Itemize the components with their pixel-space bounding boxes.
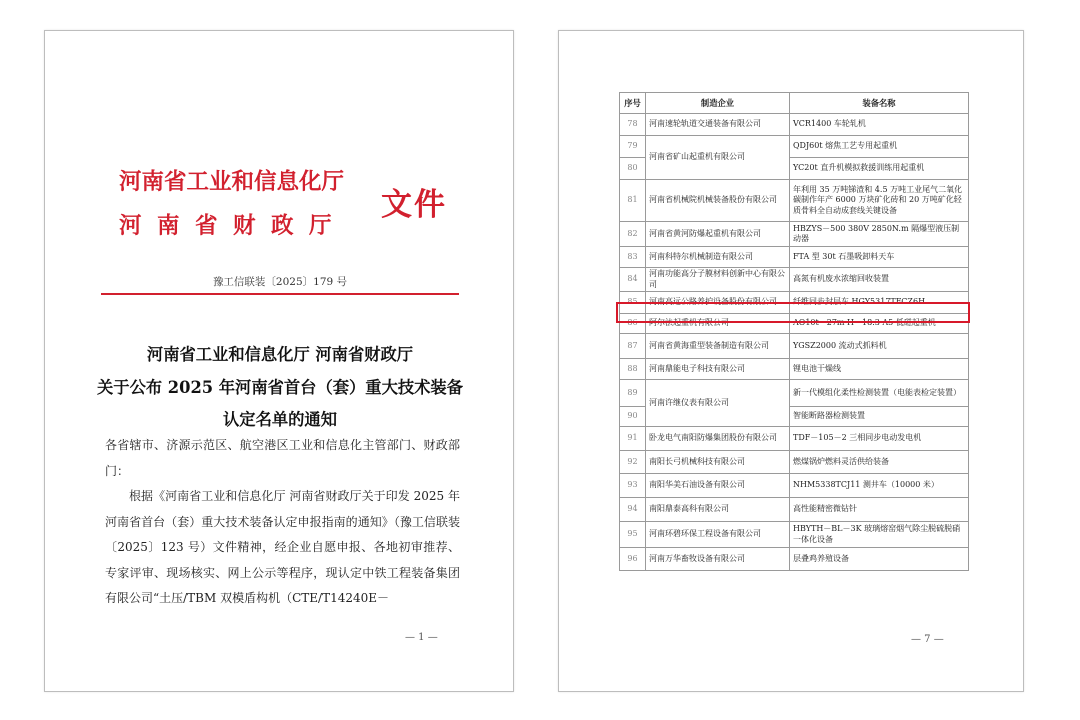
table-row xyxy=(620,451,969,474)
row-company: 河南省黄海重型装备制造有限公司 xyxy=(646,334,790,359)
header-company: 制造企业 xyxy=(646,93,790,114)
row-equipment: 高性能精密微钻针 xyxy=(790,498,969,522)
row-equipment: VCR1400 车轮轧机 xyxy=(790,114,969,136)
letterhead xyxy=(119,167,445,263)
row-equipment: NHM5338TCJ11 测井车（10000 米） xyxy=(790,474,969,498)
row-equipment: YC20t 直升机模拟救援训练用起重机 xyxy=(790,158,969,180)
row-equipment: 年利用 35 万吨锑渣和 4.5 万吨工业尾气二氧化碳制作年产 6000 万块矿化砖和 20 万吨矿化轻质骨料全自动成套线关键设备 xyxy=(790,180,969,222)
row-number: 90 xyxy=(620,407,646,427)
table-row xyxy=(620,334,969,359)
document-page-left xyxy=(44,30,514,692)
row-number: 89 xyxy=(620,380,646,407)
row-number: 82 xyxy=(620,222,646,247)
row-company: 南阳长弓机械科技有限公司 xyxy=(646,451,790,474)
row-company: 河南万华畜牧设备有限公司 xyxy=(646,548,790,571)
notice-title-line-1: 河南省工业和信息化厅 河南省财政厅 xyxy=(146,345,414,364)
row-number: 80 xyxy=(620,158,646,180)
highlight-rectangle xyxy=(616,302,970,323)
row-number: 88 xyxy=(620,359,646,380)
row-number: 81 xyxy=(620,180,646,222)
row-company: 卧龙电气南阳防爆集团股份有限公司 xyxy=(646,427,790,451)
row-number: 91 xyxy=(620,427,646,451)
table-row xyxy=(620,268,969,292)
row-number: 85 xyxy=(620,292,646,314)
row-equipment: AO10t－27m H＝18.3 A5 低磁起重机 xyxy=(790,314,969,334)
body-text xyxy=(105,433,460,612)
table-row xyxy=(620,427,969,451)
row-company: 河南省黄河防爆起重机有限公司 xyxy=(646,222,790,247)
row-company: 南阳华美石油设备有限公司 xyxy=(646,474,790,498)
row-company: 河南速轮轨道交通装备有限公司 xyxy=(646,114,790,136)
body-paragraph: 根据《河南省工业和信息化厅 河南省财政厅关于印发 2025 年河南省首台（套）重大技术装备认定申报指南的通知》（豫工信联装〔2025〕123 号）文件精神，经企业自愿申报、各地初审推荐、专家评审、现场核实、网上公示等程序，现认定中铁工程装备集团有限公司“土压/TBM 双模盾构机（CTE/T14240E－ xyxy=(105,489,460,605)
table-row xyxy=(620,247,969,268)
row-company: 河南鼎能电子科技有限公司 xyxy=(646,359,790,380)
row-equipment: 新一代模组化柔性检测装置（电能表检定装置） xyxy=(790,380,969,407)
document-page-right xyxy=(558,30,1024,692)
row-number: 96 xyxy=(620,548,646,571)
row-company: 河南高远公路养护设备股份有限公司 xyxy=(646,292,790,314)
row-equipment: 层叠鸡养殖设备 xyxy=(790,548,969,571)
row-equipment: TDF－105－2 三相同步电动发电机 xyxy=(790,427,969,451)
row-company: 河南省矿山起重机有限公司 xyxy=(646,136,790,180)
equipment-table xyxy=(619,92,969,571)
page-number: — 7 — xyxy=(911,634,944,645)
table-row xyxy=(620,380,969,407)
row-equipment: FTA 型 30t 石墨吸卸料天车 xyxy=(790,247,969,268)
notice-title-line-3: 认定名单的通知 xyxy=(223,410,337,429)
row-equipment: 智能断路器检测装置 xyxy=(790,407,969,427)
row-number: 87 xyxy=(620,334,646,359)
equipment-table-wrap xyxy=(619,92,968,571)
row-equipment: 锂电池干燥线 xyxy=(790,359,969,380)
table-header-row xyxy=(620,93,969,114)
notice-title-line-2: 关于公布 2025 年河南省首台（套）重大技术装备 xyxy=(97,377,463,397)
row-equipment: 纤维同步封层车 HGY5317TFCZ6H xyxy=(790,292,969,314)
row-number: 79 xyxy=(620,136,646,158)
table-row xyxy=(620,222,969,247)
table-row xyxy=(620,114,969,136)
row-number: 78 xyxy=(620,114,646,136)
row-equipment: 燃煤锅炉燃料灵活供给装备 xyxy=(790,451,969,474)
red-divider xyxy=(101,293,459,295)
row-equipment: HBZYS－500 380V 2850N.m 隔爆型液压制动器 xyxy=(790,222,969,247)
row-number: 95 xyxy=(620,522,646,548)
table-row xyxy=(620,136,969,158)
header-no: 序号 xyxy=(620,93,646,114)
row-equipment: YGSZ2000 流动式抓料机 xyxy=(790,334,969,359)
row-number: 86 xyxy=(620,314,646,334)
row-company: 阿尔法起重机有限公司 xyxy=(646,314,790,334)
addressee-paragraph: 各省辖市、济源示范区、航空港区工业和信息化主管部门、财政部门： xyxy=(105,438,460,478)
row-company: 河南科特尔机械制造有限公司 xyxy=(646,247,790,268)
table-row xyxy=(620,474,969,498)
row-number: 83 xyxy=(620,247,646,268)
row-number: 92 xyxy=(620,451,646,474)
document-number: 豫工信联装〔2025〕179 号 xyxy=(212,276,348,288)
row-company: 河南功能高分子膜材料创新中心有限公司 xyxy=(646,268,790,292)
table-row xyxy=(620,522,969,548)
notice-title xyxy=(45,339,515,437)
letterhead-doc-word: 文件 xyxy=(381,187,447,223)
row-number: 94 xyxy=(620,498,646,522)
row-company: 河南环碧环保工程设备有限公司 xyxy=(646,522,790,548)
page-number: — 1 — xyxy=(405,632,438,643)
header-equipment: 装备名称 xyxy=(790,93,969,114)
letterhead-org-2: 河南省财政厅 xyxy=(119,213,348,239)
row-equipment: 高氮有机废水浓缩回收装置 xyxy=(790,268,969,292)
table-row xyxy=(620,180,969,222)
row-number: 84 xyxy=(620,268,646,292)
row-number: 93 xyxy=(620,474,646,498)
table-row xyxy=(620,548,969,571)
letterhead-org-1: 河南省工业和信息化厅 xyxy=(119,169,345,195)
row-company: 河南省机械院机械装备股份有限公司 xyxy=(646,180,790,222)
row-equipment: QDJ60t 熔焦工艺专用起重机 xyxy=(790,136,969,158)
table-row xyxy=(620,359,969,380)
row-equipment: HBYTH－BL－3K 玻璃熔窑烟气除尘脱硫脱硝一体化设备 xyxy=(790,522,969,548)
table-row xyxy=(620,498,969,522)
row-company: 河南许继仪表有限公司 xyxy=(646,380,790,427)
row-company: 南阳鼎泰高科有限公司 xyxy=(646,498,790,522)
